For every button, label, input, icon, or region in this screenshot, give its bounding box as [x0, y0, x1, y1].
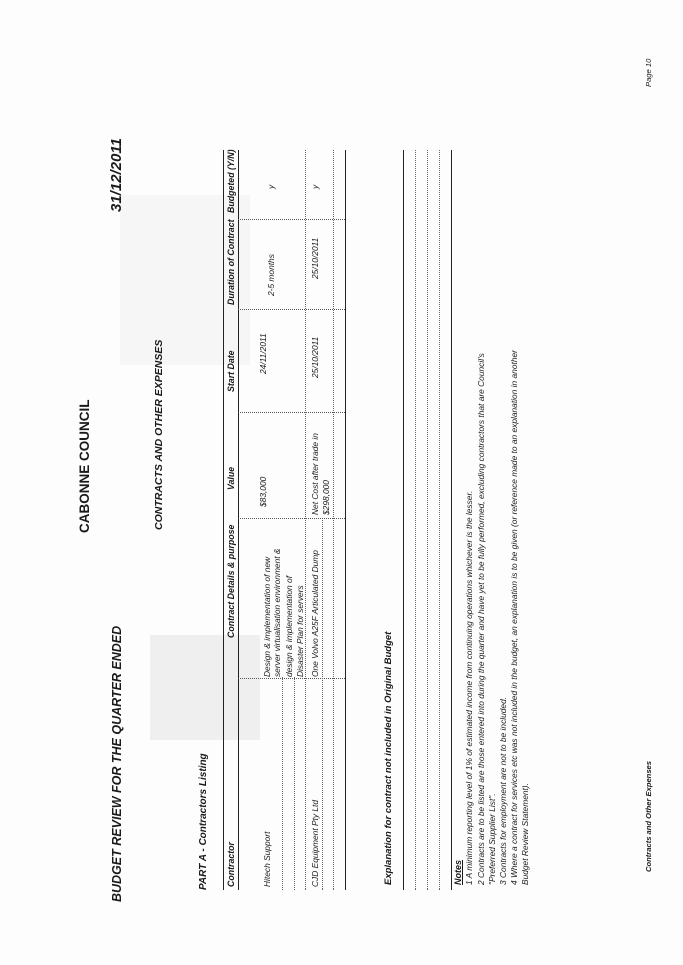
note-2: 2 Contracts are to be listed are those entered into during the quarter and have yet to be fully performed, excluding contractors that are Council's [476, 353, 486, 885]
col-header-start: Start Date [226, 350, 236, 392]
row2-value-line1: Net Cost after trade in [310, 433, 320, 515]
row1-duration: 2-5 months [266, 254, 276, 296]
col-header-duration: Duration of Contract [226, 219, 236, 305]
row2-contractor: CJD Equipment Pty Ltd [310, 799, 320, 887]
col-header-budgeted: Budgeted (Y/N) [226, 149, 236, 213]
table-bottom-rule [345, 150, 346, 890]
table-top-rule [223, 150, 224, 890]
note-3: 3 Contracts for employment are not to be included. [498, 696, 508, 885]
row2-budgeted: y [310, 184, 320, 189]
col-header-details: Contract Details & purpose [226, 524, 236, 638]
section-title: CONTRACTS AND OTHER EXPENSES [153, 339, 165, 530]
row1-start: 24/11/2011 [258, 333, 268, 374]
row1-details-line2: server virtualisation environment & [272, 548, 282, 677]
col-separator [238, 518, 345, 519]
row-rule [305, 150, 306, 890]
part-a-title: PART A - Contractors Listing [198, 753, 209, 890]
row-rule [282, 677, 283, 890]
note-4: 4 Where a contract for services etc was not included in the budget, an explanation is to be given (or reference made to an explanation in another [509, 350, 519, 885]
explanation-rule [451, 150, 452, 890]
row1-budgeted: y [266, 184, 276, 189]
review-title: BUDGET REVIEW FOR THE QUARTER ENDED [110, 625, 124, 902]
note-2-cont: "Preferred Supplier List". [487, 793, 497, 885]
col-separator [238, 412, 345, 413]
row2-details: One Volvo A25F Articulated Dump [310, 550, 320, 677]
col-separator [238, 309, 345, 310]
col-header-contractor: Contractor [226, 842, 236, 887]
scan-shading [150, 635, 260, 740]
review-date: 31/12/2011 [108, 138, 125, 212]
explanation-rule [403, 150, 404, 890]
row-rule [322, 520, 323, 890]
row-rule [294, 677, 295, 890]
footer-label: Contracts and Other Expenses [644, 761, 653, 872]
row1-contractor: Hitech Support [262, 831, 272, 887]
col-separator [238, 678, 345, 679]
notes-title: Notes [453, 859, 463, 885]
col-header-value: Value [226, 466, 236, 490]
header-bottom-rule [238, 150, 239, 890]
row2-duration: 25/10/2011 [310, 237, 320, 279]
page-number: Page 10 [644, 58, 653, 87]
explanation-title: Explanation for contract not included in Original Budget [383, 631, 394, 885]
row1-value: $83,000 [258, 476, 268, 507]
row-rule [333, 150, 334, 890]
row2-start: 25/10/2011 [310, 336, 320, 378]
row1-details-line4: Disaster Plan for servers [295, 585, 305, 677]
row1-details-line3: design & implementation of [284, 575, 294, 677]
explanation-rule [427, 150, 428, 890]
row1-details-line1: Design & implementation of new [262, 556, 272, 677]
explanation-rule [415, 150, 416, 890]
council-title: CABONNE COUNCIL [77, 399, 92, 533]
explanation-rule [439, 150, 440, 890]
row2-value-line2: $298,000 [321, 480, 331, 515]
note-1: 1 A minimum reporting level of 1% of estimated income from continuing operations whichever is the lesser. [464, 490, 474, 885]
note-4-cont: Budget Review Statement). [520, 783, 530, 885]
col-separator [238, 219, 345, 220]
